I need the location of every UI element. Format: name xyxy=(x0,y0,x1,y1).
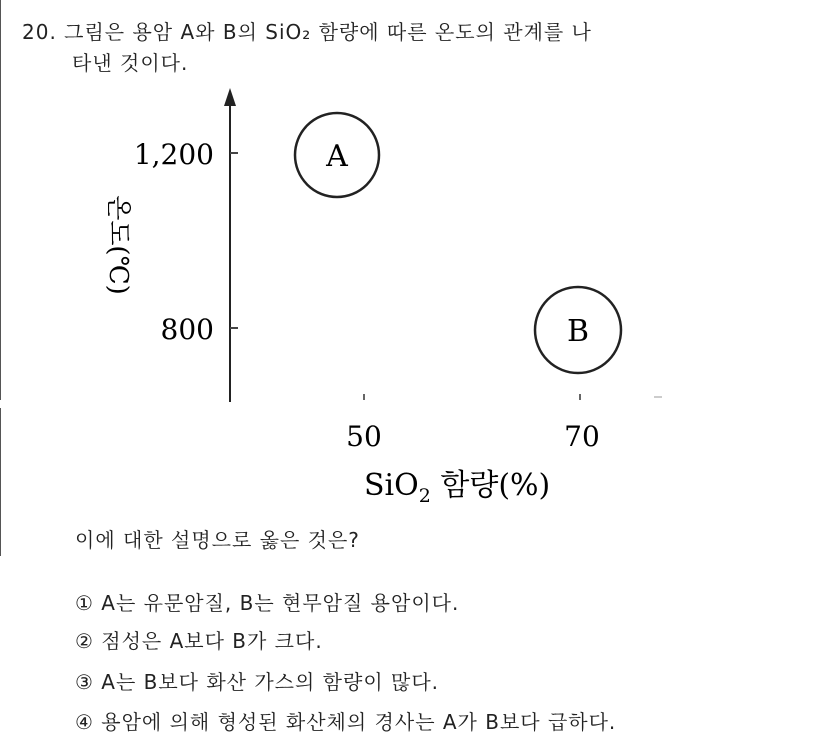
x-axis-label-main: SiO xyxy=(364,468,419,503)
question-text-1: 그림은 용암 A와 B의 SiO₂ 함량에 따른 온도의 관계를 나 xyxy=(64,20,592,44)
choice-3[interactable]: ③ A는 B보다 화산 가스의 함량이 많다. xyxy=(75,670,439,694)
point-a-label: A xyxy=(326,139,348,174)
x-axis-label xyxy=(364,468,550,507)
choice-2[interactable]: ② 점성은 A보다 B가 크다. xyxy=(75,629,323,653)
question-number: 20. xyxy=(22,20,57,44)
point-a xyxy=(295,113,379,197)
choice-1[interactable]: ① A는 유문암질, B는 현무암질 용암이다. xyxy=(75,591,460,615)
x-tick-label-70: 70 xyxy=(564,420,600,453)
y-axis-label: 온도(℃) xyxy=(103,195,133,295)
x-tick-label-50: 50 xyxy=(346,420,382,453)
prompt-text: 이에 대한 설명으로 옳은 것은? xyxy=(75,528,360,552)
point-b-label: B xyxy=(566,314,590,349)
x-axis-label-rest: 함량(%) xyxy=(430,468,551,503)
y-tick-label-800: 800 xyxy=(160,313,214,346)
question-line-2: 타낸 것이다. xyxy=(72,51,189,75)
y-tick-label-1200: 1,200 xyxy=(133,138,214,171)
x-axis-label-sub: 2 xyxy=(418,485,431,507)
point-b xyxy=(535,287,621,373)
choice-4[interactable]: ④ 용암에 의해 형성된 화산체의 경사는 A가 B보다 급하다. xyxy=(75,710,617,734)
y-axis-arrow xyxy=(224,88,236,106)
